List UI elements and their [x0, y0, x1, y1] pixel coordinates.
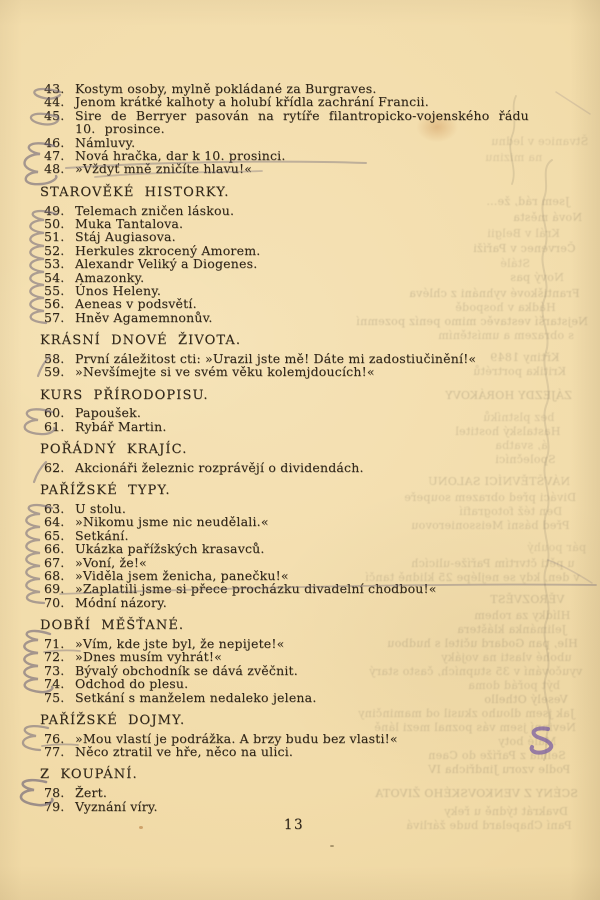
section-heading: KRÁSNÍ DNOVÉ ŽIVOTA.: [40, 333, 242, 349]
pen-mark: [26, 505, 52, 603]
item-text: Ukázka pařížských krasavců.: [75, 541, 265, 557]
pen-mark: [21, 780, 52, 805]
section-heading: KURS PŘÍRODOPISU.: [40, 387, 209, 403]
bleedthrough-text: Křtiny 1849: [490, 351, 560, 364]
bleedthrough-text: á, svatba: [495, 439, 548, 452]
bleedthrough-text: Nová města: [512, 211, 582, 224]
bleedthrough-text: vyučování v 35 stupních, často starý: [368, 665, 582, 678]
bleedthrough-text: Jak jsem dlouho zkusil od maminčiny: [357, 707, 574, 720]
item-number: 61.: [44, 418, 65, 434]
item-text: Papoušek.: [75, 405, 142, 421]
section-heading: POŘÁDNÝ KRAJÍC.: [40, 442, 188, 458]
section-heading: STAROVĚKÉ HISTORKY.: [40, 184, 230, 200]
item-number: 72.: [44, 649, 65, 665]
bleedthrough-text: Hlídky za rohem: [473, 609, 570, 622]
section-heading: Z KOUPÁNÍ.: [40, 767, 138, 783]
item-number: 54.: [44, 269, 65, 285]
bleedthrough-text: Nový pas: [510, 271, 564, 284]
bleedthrough-text: Veselý Othello: [484, 693, 568, 706]
item-number: 55.: [44, 282, 65, 298]
item-number: 70.: [44, 594, 65, 610]
item-text: »Nikomu jsme nic neudělali.«: [75, 514, 269, 530]
bleedthrough-text: Stálé: [499, 257, 530, 270]
item-text: Žert.: [75, 785, 108, 801]
item-text: Aeneas v podsvětí.: [75, 296, 197, 312]
bleedthrough-text: Společníci: [495, 453, 556, 466]
item-number: 75.: [44, 689, 65, 705]
pen-strike: [60, 585, 596, 594]
item-number: 49.: [44, 202, 65, 218]
bleedthrough-text: s obrazem a umístěním: [438, 329, 574, 342]
item-number: 48.: [44, 161, 65, 177]
item-text: Sire de Berryer pasován na rytíře filantropicko-vojenského řádu 10. prosince.: [75, 107, 529, 137]
page-number: 13: [283, 817, 305, 833]
pen-strike: [66, 162, 366, 168]
ghost-margin-marks: [510, 96, 516, 184]
bleedthrough-text: SCÉNY Z VENKOVSKÉHO ŽIVOTA: [375, 787, 578, 800]
bleedthrough-text: Hastalský hostitel: [454, 425, 560, 438]
item-text: Setkání.: [75, 527, 129, 543]
item-number: 43.: [44, 81, 65, 96]
item-text: Módní názory.: [75, 594, 167, 610]
bleedthrough-text: Hle, pan Godard učitel s hudbou: [387, 637, 578, 650]
item-number: 53.: [44, 256, 65, 272]
item-text: »Vím, kde jste byl, že nepijete!«: [75, 635, 285, 651]
section-heading: PAŘÍŽSKÉ DOJMY.: [40, 712, 186, 728]
item-number: 79.: [44, 798, 65, 814]
pen-strike: [95, 171, 262, 177]
item-number: 74.: [44, 676, 65, 692]
bleedthrough-text: Františkové vyhnáni z chléva: [409, 287, 580, 300]
ghost-margin-marks: [542, 160, 552, 760]
section-heading: PAŘÍŽSKÉ TYPY.: [40, 483, 171, 499]
item-text: První záležitost cti: »Urazil jste mě! Dáte mi zadostiučinění!«: [75, 350, 477, 366]
bleedthrough-text: bez plstníků: [482, 411, 554, 424]
pen-mark: [34, 89, 60, 99]
item-text: Herkules zkrocený Amorem.: [75, 242, 261, 258]
item-text: Únos Heleny.: [75, 282, 162, 298]
item-text: Námluvy.: [75, 134, 136, 150]
bleedthrough-text: Selma z Paříže do Caen: [428, 749, 566, 762]
item-text: Akcionáři železnic rozprávějí o dividendách.: [75, 459, 364, 475]
bleedthrough-text: Před básní Meissonierovou: [411, 519, 570, 532]
bleedthrough-text: Diváci před obrazem soupeře: [403, 491, 576, 504]
item-text: Stáj Augiasova.: [75, 229, 176, 245]
bleedthrough-text: Nejstarší vestavěc mimo peníz pozemní: [356, 315, 588, 328]
item-text: »Zaplatili jsme si přece procházku divadelní chodbou!«: [75, 581, 437, 597]
item-number: 58.: [44, 350, 65, 366]
item-number: 71.: [44, 635, 65, 651]
item-text: Hněv Agamemnonův.: [75, 309, 213, 325]
bleedthrough-text: Jsem rád, že…: [486, 195, 570, 208]
item-number: 64.: [44, 514, 65, 530]
item-number: 46.: [44, 134, 65, 150]
item-text: Odchod do plesu.: [75, 676, 189, 692]
bleedthrough-text: VĚROZVĚST: [489, 593, 564, 606]
bleedthrough-text: Štvanice v lednu: [490, 135, 588, 148]
item-text: Vyznání víry.: [75, 798, 158, 814]
item-number: 52.: [44, 242, 65, 258]
item-text: Alexandr Veliký a Diogenes.: [75, 256, 258, 272]
bleedthrough-text: Podle vzoru Jindřicha IV: [427, 763, 570, 776]
item-number: 45.: [44, 107, 65, 123]
bleedthrough-text: Jelimánka kláštera: [456, 623, 566, 636]
pen-mark: [31, 114, 58, 125]
item-text: Něco ztratil ve hře, něco na ulici.: [75, 744, 294, 760]
item-text: Rybář Martin.: [75, 418, 167, 434]
bleedthrough-text: Král v Belgii: [487, 227, 560, 240]
bleedthrough-text: Červenec v Paříži: [473, 242, 576, 255]
item-text: »Dnes musím vyhrát!«: [75, 649, 222, 665]
item-number: 77.: [44, 744, 65, 760]
item-number: 76.: [44, 730, 65, 746]
item-number: 69.: [44, 581, 65, 597]
pen-mark: [38, 356, 50, 376]
item-text: U stolu.: [75, 500, 127, 516]
pen-strike: [42, 744, 78, 746]
bleedthrough-text: být pořád doma: [467, 679, 560, 692]
item-number: 67.: [44, 554, 65, 570]
bleedthrough-text: na mizinu: [484, 151, 542, 164]
bleedthrough-text: Nevinní jsem vás poznal mezi láně: [374, 721, 576, 734]
section-heading: DOBŘÍ MĚŠŤANÉ.: [40, 618, 185, 634]
item-number: 66.: [44, 541, 65, 557]
item-number: 51.: [44, 229, 65, 245]
bleedthrough-text: Malé boty: [497, 735, 556, 748]
item-number: 44.: [44, 94, 65, 110]
item-number: 56.: [44, 296, 65, 312]
bleedthrough-text: Hádka v hospodě: [455, 301, 556, 314]
scratch-mark: [556, 92, 590, 114]
item-number: 73.: [44, 662, 65, 678]
bleedthrough-text: Paní Chapelard bude žárlivá: [406, 819, 572, 832]
pen-mark: [34, 462, 46, 482]
item-text: »Mou vlastí je podrážka. A brzy budu bez vlasti!«: [75, 730, 398, 746]
pen-strike: [44, 650, 80, 652]
item-text: »Nevšímejte si ve svém věku kolemjdoucích!«: [75, 364, 375, 380]
item-number: 78.: [44, 785, 65, 801]
item-number: 62.: [44, 459, 65, 475]
item-text: »Vždyť mně zničíte hlavu!«: [75, 161, 253, 177]
item-text: »Voní, že!«: [75, 554, 147, 570]
item-text: Bývalý obchodník se dává zvěčnit.: [75, 662, 298, 678]
pen-mark: [25, 143, 57, 184]
item-number: 63.: [44, 500, 65, 516]
item-text: Kostym osoby, mylně pokládané za Burgraves.: [75, 81, 377, 96]
pen-mark: [25, 409, 55, 434]
item-text: Setkání s manželem nedaleko jelena.: [75, 689, 317, 705]
pen-mark: [24, 631, 52, 692]
bleedthrough-text: NÁVŠTĚVNÍCI SALONU: [427, 475, 570, 488]
bleedthrough-text: u pěti čtvrtím Paříže-ulicích: [410, 557, 574, 570]
item-text: Nová hračka, dar k 10. prosinci.: [75, 148, 286, 164]
pen-mark: [30, 211, 56, 323]
item-text: Amazonky.: [75, 269, 145, 285]
item-number: 68.: [44, 568, 65, 583]
bleedthrough-text: pár pouhý: [526, 541, 586, 554]
item-number: 47.: [44, 148, 65, 164]
item-number: 65.: [44, 527, 65, 543]
item-text: Muka Tantalova.: [75, 215, 184, 231]
item-number: 57.: [44, 309, 65, 325]
bleedthrough-text: Dvakrát týdně u řeky: [444, 805, 568, 818]
bleedthrough-text: Den též fotografií: [458, 505, 562, 518]
bleedthrough-text: Kritika portrétů: [472, 365, 566, 378]
bleedthrough-text: ZÁJEZDY HORÁKOVY: [445, 389, 572, 402]
item-number: 50.: [44, 215, 65, 231]
item-text: Jenom krátké kalhoty a holubí křídla zachrání Francii.: [75, 94, 429, 110]
bleedthrough-text: ubohé vlasti na vojáky: [441, 651, 572, 664]
item-number: 59.: [44, 364, 65, 380]
item-text: Telemach zničen láskou.: [75, 202, 235, 218]
item-number: 60.: [44, 405, 65, 421]
item-text: »Viděla jsem ženicha, panečku!«: [75, 568, 289, 583]
bleedthrough-text: v den, kdy se nejlépe 25 klidně tančí: [365, 571, 580, 584]
scratch-mark: [548, 560, 592, 583]
